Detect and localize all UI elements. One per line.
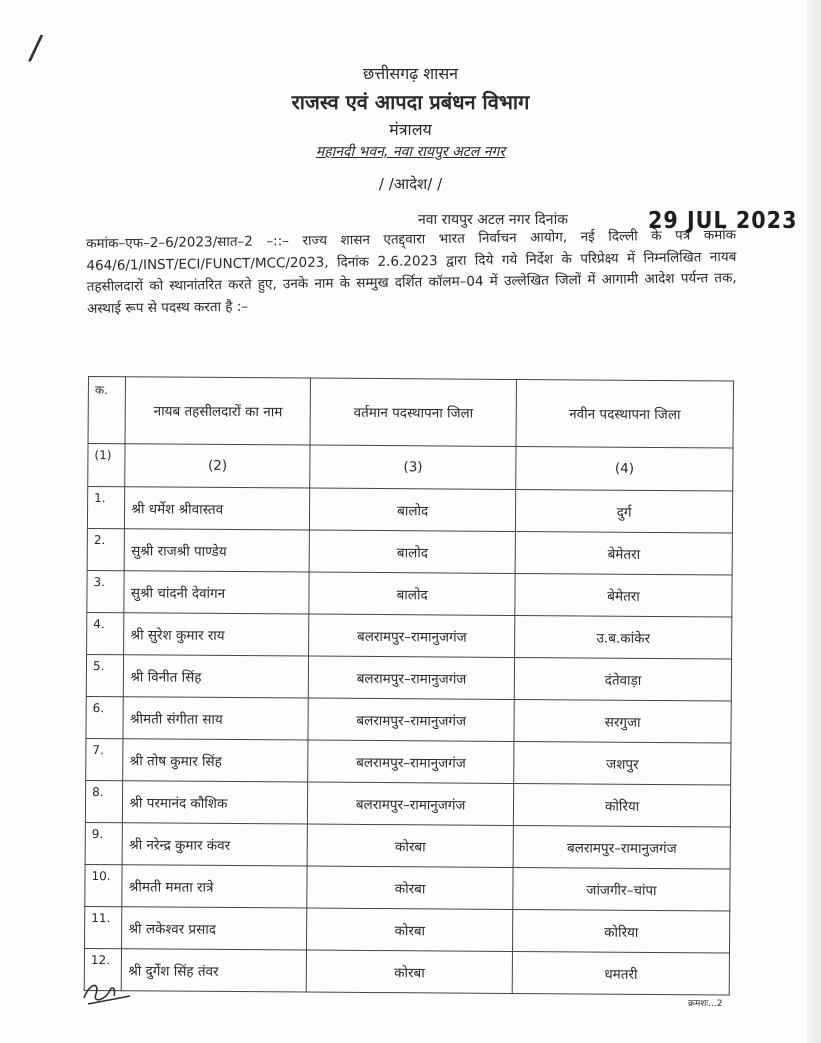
row-name: श्री लकेश्वर प्रसाद <box>122 907 307 950</box>
row-current-district: बलरामपुर–रामानुजगंज <box>308 698 514 741</box>
table-header-row <box>88 377 733 449</box>
department-name: राजस्व एवं आपदा प्रबंधन विभाग <box>291 90 530 114</box>
row-new-district: जशपुर <box>514 741 731 785</box>
row-new-district: धमतरी <box>512 951 729 995</box>
row-new-district: बेमेतरा <box>515 573 732 617</box>
table-row <box>86 696 731 743</box>
row-sno: 2. <box>87 528 125 570</box>
row-name: श्रीमती ममता रात्रे <box>122 865 307 908</box>
place-date-label: नवा रायपुर अटल नगर दिनांक <box>418 212 568 228</box>
row-name: श्री तोष कुमार सिंह <box>123 739 308 782</box>
row-name: सुश्री चांदनी देवांगन <box>124 571 309 614</box>
signature-initials <box>80 978 140 1008</box>
page-continuation: क्रमशः...2 <box>688 999 723 1009</box>
row-name: श्री दुर्गेश सिंह तंवर <box>122 949 307 992</box>
row-sno: 5. <box>86 654 124 696</box>
ministry-name: मंत्रालय <box>389 120 432 139</box>
row-name: श्री सुरेश कुमार राय <box>124 613 309 656</box>
table-row <box>87 487 732 534</box>
row-current-district: कोरबा <box>307 866 513 909</box>
row-sno: 12. <box>84 948 122 990</box>
row-new-district: कोरिया <box>514 783 731 827</box>
row-current-district: बलरामपुर–रामानुजगंज <box>308 740 514 783</box>
row-current-district: बालोद <box>309 530 515 573</box>
pen-mark: / <box>27 27 45 69</box>
row-new-district: कोरिया <box>513 909 730 953</box>
row-sno: 4. <box>87 612 125 654</box>
header-name: नायब तहसीलदारों का नाम <box>125 377 310 445</box>
row-name: सुश्री राजश्री पाण्डेय <box>125 529 310 572</box>
table-row <box>84 948 729 995</box>
row-current-district: कोरबा <box>307 824 513 867</box>
row-current-district: बलरामपुर–रामानुजगंज <box>309 614 515 657</box>
row-current-district: बालोद <box>309 572 515 615</box>
table-row <box>85 780 730 827</box>
row-new-district: दुर्ग <box>516 489 733 533</box>
row-name: श्रीमती संगीता साय <box>123 697 308 740</box>
row-current-district: कोरबा <box>306 950 512 993</box>
row-current-district: बलरामपुर–रामानुजगंज <box>307 782 513 825</box>
table-row <box>86 654 731 701</box>
colnum-1: (1) <box>88 444 126 487</box>
table-row <box>85 864 730 911</box>
colnum-2: (2) <box>125 444 310 488</box>
header-sno: क. <box>88 377 126 444</box>
table-row <box>86 738 731 785</box>
table-row <box>85 822 730 869</box>
row-sno: 1. <box>87 487 125 529</box>
row-new-district: जांजगीर–चांपा <box>513 867 730 911</box>
colnum-3: (3) <box>310 445 516 489</box>
transfer-table <box>84 376 734 995</box>
order-body-text: कमांक–एफ–2–6/2023/सात–2 –::– राज्य शासन एतद्द्वारा भारत निर्वाचन आयोग, नई दिल्ली के पत्र कमांक 464/6/1/INST/ECI/FUNCT/MCC/2023, दिनांक 2.6.2023 द्वारा दिये गये निर्देश के परिप्रेक्ष्य में निम्नलिखित नायब तहसीलदारों को स्थानांतरित करते हुए, उनके नाम के सम्मुख दर्शित कॉलम–04 में उल्लेखित जिलों में आगामी आदेश पर्यन्त तक, अस्थाई रूप से पदस्थ करता है :– <box>86 226 737 317</box>
row-current-district: बलरामपुर–रामानुजगंज <box>308 656 514 699</box>
header-new-district: नवीन पदस्थापना जिला <box>516 379 733 448</box>
header-current-district: वर्तमान पदस्थापना जिला <box>310 378 517 446</box>
table-body <box>84 444 733 995</box>
row-sno: 7. <box>86 738 124 780</box>
date-stamp: 29 JUL 2023 <box>648 208 798 234</box>
row-new-district: दंतेवाड़ा <box>514 657 731 701</box>
row-new-district: बलरामपुर–रामानुजगंज <box>513 825 730 869</box>
column-number-row <box>88 444 733 492</box>
row-new-district: बेमेतरा <box>515 531 732 575</box>
row-current-district: कोरबा <box>307 908 513 951</box>
row-sno: 10. <box>85 864 123 906</box>
table-row <box>87 612 732 659</box>
row-sno: 8. <box>85 780 123 822</box>
row-new-district: उ.ब.कांकेर <box>515 615 732 659</box>
table-row <box>87 528 732 575</box>
row-name: श्री नरेन्द्र कुमार कंवर <box>122 823 307 866</box>
table-row <box>85 906 730 953</box>
row-sno: 3. <box>87 570 125 612</box>
row-sno: 9. <box>85 822 123 864</box>
row-sno: 6. <box>86 696 124 738</box>
row-current-district: बालोद <box>310 488 516 531</box>
colnum-4: (4) <box>516 446 733 491</box>
row-new-district: सरगुजा <box>514 699 731 743</box>
row-name: श्री विनीत सिंह <box>124 655 309 698</box>
row-name: श्री परमानंद कौशिक <box>123 781 308 824</box>
order-title: / /आदेश/ / <box>378 175 443 193</box>
government-name: छत्तीसगढ़ शासन <box>362 64 459 83</box>
table-row <box>87 570 732 617</box>
row-name: श्री धर्मेश श्रीवास्तव <box>125 487 310 530</box>
row-sno: 11. <box>85 906 123 948</box>
office-address: महानदी भवन, नवा रायपुर अटल नगर <box>315 144 506 160</box>
